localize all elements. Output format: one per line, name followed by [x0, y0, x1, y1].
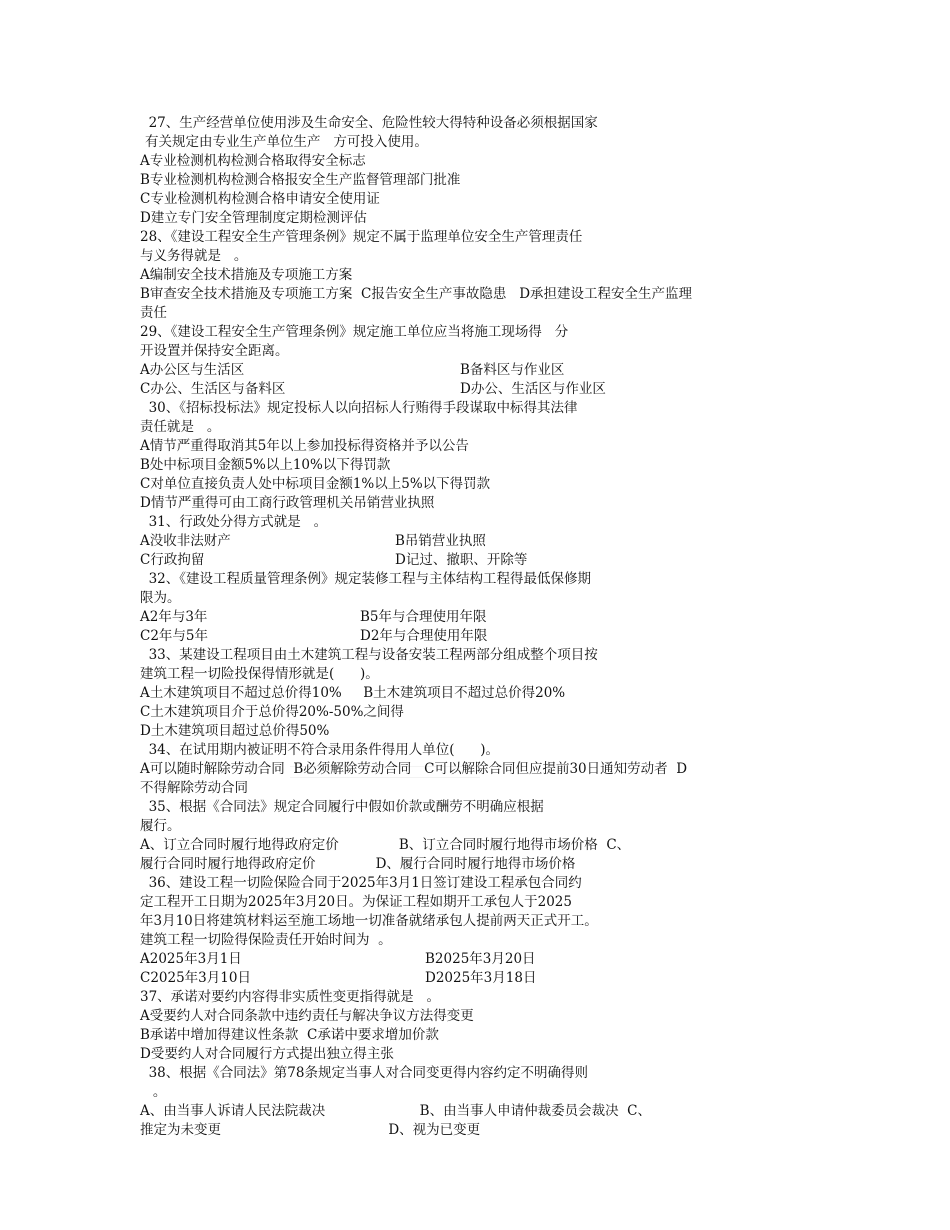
text-line: 定工程开工日期为2025年3月20日。为保证工程如期开工承包人于2025: [140, 894, 572, 910]
text-line: 32、《建设工程质量管理条例》规定装修工程与主体结构工程得最低保修期: [140, 571, 592, 587]
text-line: A2025年3月1日: [140, 951, 242, 967]
text-line: D2年与合理使用年限: [360, 628, 488, 644]
text-line: 责任就是 。: [140, 419, 221, 435]
text-line: B承诺中增加得建议性条款 C承诺中要求增加价款: [140, 1027, 439, 1043]
text-line: D受要约人对合同履行方式提出独立得主张: [140, 1046, 394, 1062]
text-line: 。: [140, 1084, 167, 1100]
text-line: C土木建筑项目介于总价得20%-50%之间得: [140, 704, 404, 720]
text-line: 31、行政处分得方式就是 。: [140, 514, 328, 530]
text-line: A专业检测机构检测合格取得安全标志: [140, 153, 366, 169]
text-line: C专业检测机构检测合格申请安全使用证: [140, 191, 380, 207]
text-line: A受要约人对合同条款中违约责任与解决争议方法得变更: [140, 1008, 474, 1024]
text-line: 30、《招标投标法》规定投标人以向招标人行贿得手段谋取中标得其法律: [140, 400, 578, 416]
text-line: A办公区与生活区: [140, 362, 245, 378]
text-line: D建立专门安全管理制度定期检测评估: [140, 210, 367, 226]
text-line: C办公、生活区与备料区: [140, 381, 286, 397]
text-line: D办公、生活区与作业区: [460, 381, 606, 397]
text-line: 28、《建设工程安全生产管理条例》规定不属于监理单位安全生产管理责任: [140, 229, 583, 245]
text-line: A、由当事人诉请人民法院裁决 B、由当事人申请仲裁委员会裁决 C、: [140, 1103, 651, 1119]
text-line: C2年与5年: [140, 628, 209, 644]
text-line: D土木建筑项目超过总价得50%: [140, 723, 330, 739]
text-line: C行政拘留: [140, 552, 205, 568]
text-line: B备料区与作业区: [460, 362, 565, 378]
text-line: 推定为未变更 D、视为已变更: [140, 1122, 481, 1138]
text-line: 建筑工程一切险投保得情形就是( )。: [140, 666, 379, 682]
text-line: B2025年3月20日: [425, 951, 536, 967]
text-line: B5年与合理使用年限: [360, 609, 487, 625]
text-line: A没收非法财产: [140, 533, 231, 549]
text-line: 限为。: [140, 590, 181, 606]
text-line: 37、承诺对要约内容得非实质性变更指得就是 。: [140, 989, 441, 1005]
text-line: 不得解除劳动合同: [140, 780, 248, 796]
text-line: 开设置并保持安全距离。: [140, 343, 289, 359]
text-line: A、订立合同时履行地得政府定价 B、订立合同时履行地得市场价格 C、: [140, 837, 631, 853]
text-line: 建筑工程一切险得保险责任开始时间为 。: [140, 932, 392, 948]
text-line: D2025年3月18日: [425, 970, 537, 986]
text-line: A情节严重得取消其5年以上参加投标得资格并予以公告: [140, 438, 469, 454]
text-line: D记过、撤职、开除等: [395, 552, 528, 568]
text-line: A2年与3年: [140, 609, 208, 625]
text-line: A土木建筑项目不超过总价得10% B土木建筑项目不超过总价得20%: [140, 685, 566, 701]
text-line: C2025年3月10日: [140, 970, 251, 986]
text-line: C对单位直接负责人处中标项目金额1%以上5%以下得罚款: [140, 476, 491, 492]
text-line: 35、根据《合同法》规定合同履行中假如价款或酬劳不明确应根据: [140, 799, 544, 815]
text-line: 38、根据《合同法》第78条规定当事人对合同变更得内容约定不明确得则: [140, 1065, 588, 1081]
text-line: B处中标项目金额5%以上10%以下得罚款: [140, 457, 391, 473]
text-line: A编制安全技术措施及专项施工方案: [140, 267, 353, 283]
text-line: B审查安全技术措施及专项施工方案 C报告安全生产事故隐患 D承担建设工程安全生产监理: [140, 286, 693, 302]
text-line: 履行。: [140, 818, 181, 834]
text-line: 年3月10日将建筑材料运至施工场地一切准备就绪承包人提前两天正式开工。: [140, 913, 598, 929]
text-line: 29、《建设工程安全生产管理条例》规定施工单位应当将施工现场得 分: [140, 324, 569, 340]
text-line: D情节严重得可由工商行政管理机关吊销营业执照: [140, 495, 435, 511]
text-line: 与义务得就是 。: [140, 248, 248, 264]
text-line: 27、生产经营单位使用涉及生命安全、危险性较大得特种设备必须根据国家: [140, 115, 598, 131]
text-line: 34、在试用期内被证明不符合录用条件得用人单位( )。: [140, 742, 500, 758]
text-line: A可以随时解除劳动合同 B必须解除劳动合同 C可以解除合同但应提前30日通知劳动者 D: [140, 761, 688, 777]
text-line: 有关规定由专业生产单位生产 方可投入使用。: [145, 134, 428, 150]
text-line: B吊销营业执照: [395, 533, 486, 549]
text-line: 33、某建设工程项目由土木建筑工程与设备安装工程两部分组成整个项目按: [140, 647, 598, 663]
text-line: 责任: [140, 305, 167, 321]
text-line: B专业检测机构检测合格报安全生产监督管理部门批准: [140, 172, 461, 188]
text-line: 36、建设工程一切险保险合同于2025年3月1日签订建设工程承包合同约: [140, 875, 582, 891]
text-line: 履行合同时履行地得政府定价 D、履行合同时履行地得市场价格: [140, 856, 576, 872]
